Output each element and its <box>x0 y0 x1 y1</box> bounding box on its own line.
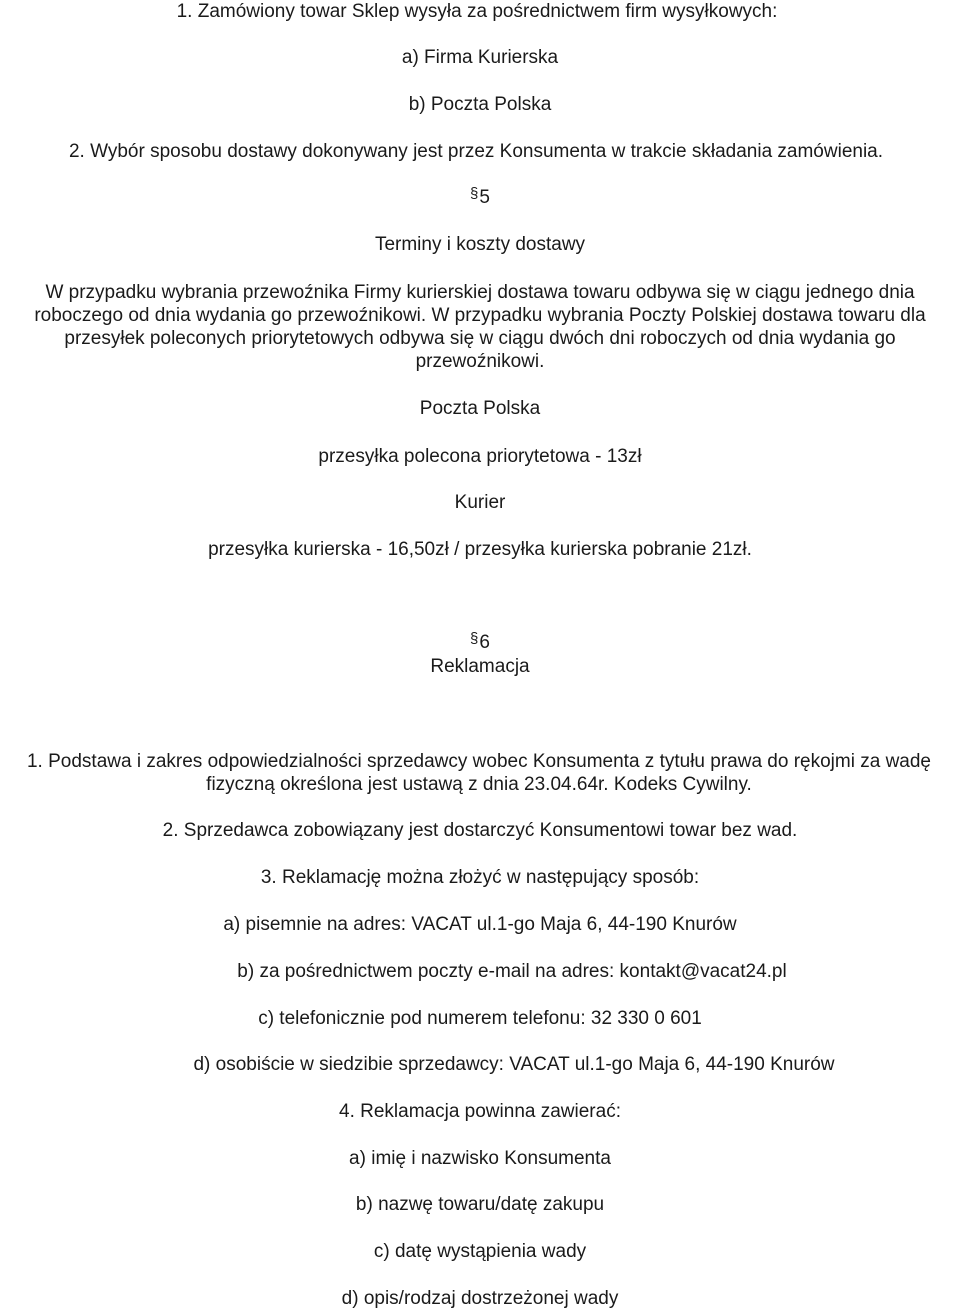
carrier-option-post: b) Poczta Polska <box>408 94 552 115</box>
poczta-polska-heading: Poczta Polska <box>419 398 541 419</box>
carrier-option-courier: a) Firma Kurierska <box>401 47 559 68</box>
complaint-method-phone: c) telefonicznie pod numerem telefonu: 32 330 0 601 <box>258 1008 702 1029</box>
complaint-method-in-person: d) osobiście w siedzibie sprzedawcy: VACAT ul.1-go Maja 6, 44-190 Knurów <box>193 1054 835 1075</box>
delivery-choice-item: 2. Wybór sposobu dostawy dokonywany jest przez Konsumenta w trakcie składania zamówienia. <box>68 141 884 162</box>
complaint-content-defect-description: d) opis/rodzaj dostrzeżonej wady <box>341 1288 619 1309</box>
complaint-content-name: a) imię i nazwisko Konsumenta <box>349 1148 611 1169</box>
section-6-heading <box>0 632 960 655</box>
poczta-polska-price: przesyłka polecona priorytetowa - 13zł <box>318 446 642 467</box>
complaint-content-defect-date: c) datę wystąpienia wady <box>373 1241 587 1262</box>
kurier-price: przesyłka kurierska - 16,50zł / przesyłka kurierska pobranie 21zł. <box>208 539 752 560</box>
section-sign: § <box>470 630 479 647</box>
complaint-method-email: b) za pośrednictwem poczty e-mail na adres: kontakt@vacat24.pl <box>237 961 787 982</box>
complaint-method-letter: a) pisemnie na adres: VACAT ul.1-go Maja 6, 44-190 Knurów <box>223 914 737 935</box>
section-sign: § <box>470 185 479 202</box>
section-6-number: 6 <box>479 632 490 653</box>
section-5-title: Terminy i koszty dostawy <box>374 234 586 255</box>
delivery-carriers-item: 1. Zamówiony towar Sklep wysyła za pośrednictwem firm wysyłkowych: <box>176 1 778 22</box>
section-5-number: 5 <box>479 187 490 208</box>
delivery-terms-paragraph: W przypadku wybrania przewoźnika Firmy kurierskiej dostawa towaru odbywa się w ciągu jednego dnia roboczego od dnia wydania go przewoźnikowi. W przypadku wybrania Poczty Polskiej dostawa towaru dla przesyłek poleconych priorytetowych odbywa się w ciągu dwóch dni roboczych od dnia wydania go przewoźnikowi. <box>34 282 926 372</box>
kurier-heading: Kurier <box>454 492 506 513</box>
complaint-contents-item: 4. Reklamacja powinna zawierać: <box>339 1101 621 1122</box>
complaint-content-product: b) nazwę towaru/datę zakupu <box>355 1194 605 1215</box>
section-6-title: Reklamacja <box>430 656 530 677</box>
complaint-methods-item: 3. Reklamację można złożyć w następujący sposób: <box>260 867 700 888</box>
complaint-liability-item: 1. Podstawa i zakres odpowiedzialności sprzedawcy wobec Konsumenta z tytułu prawa do rękojmi za wadę fizyczną określona jest ustawą z dnia 23.04.64r. Kodeks Cywilny. <box>26 751 931 795</box>
section-5-heading <box>0 187 960 210</box>
complaint-seller-duty-item: 2. Sprzedawca zobowiązany jest dostarczyć Konsumentowi towar bez wad. <box>162 820 798 841</box>
